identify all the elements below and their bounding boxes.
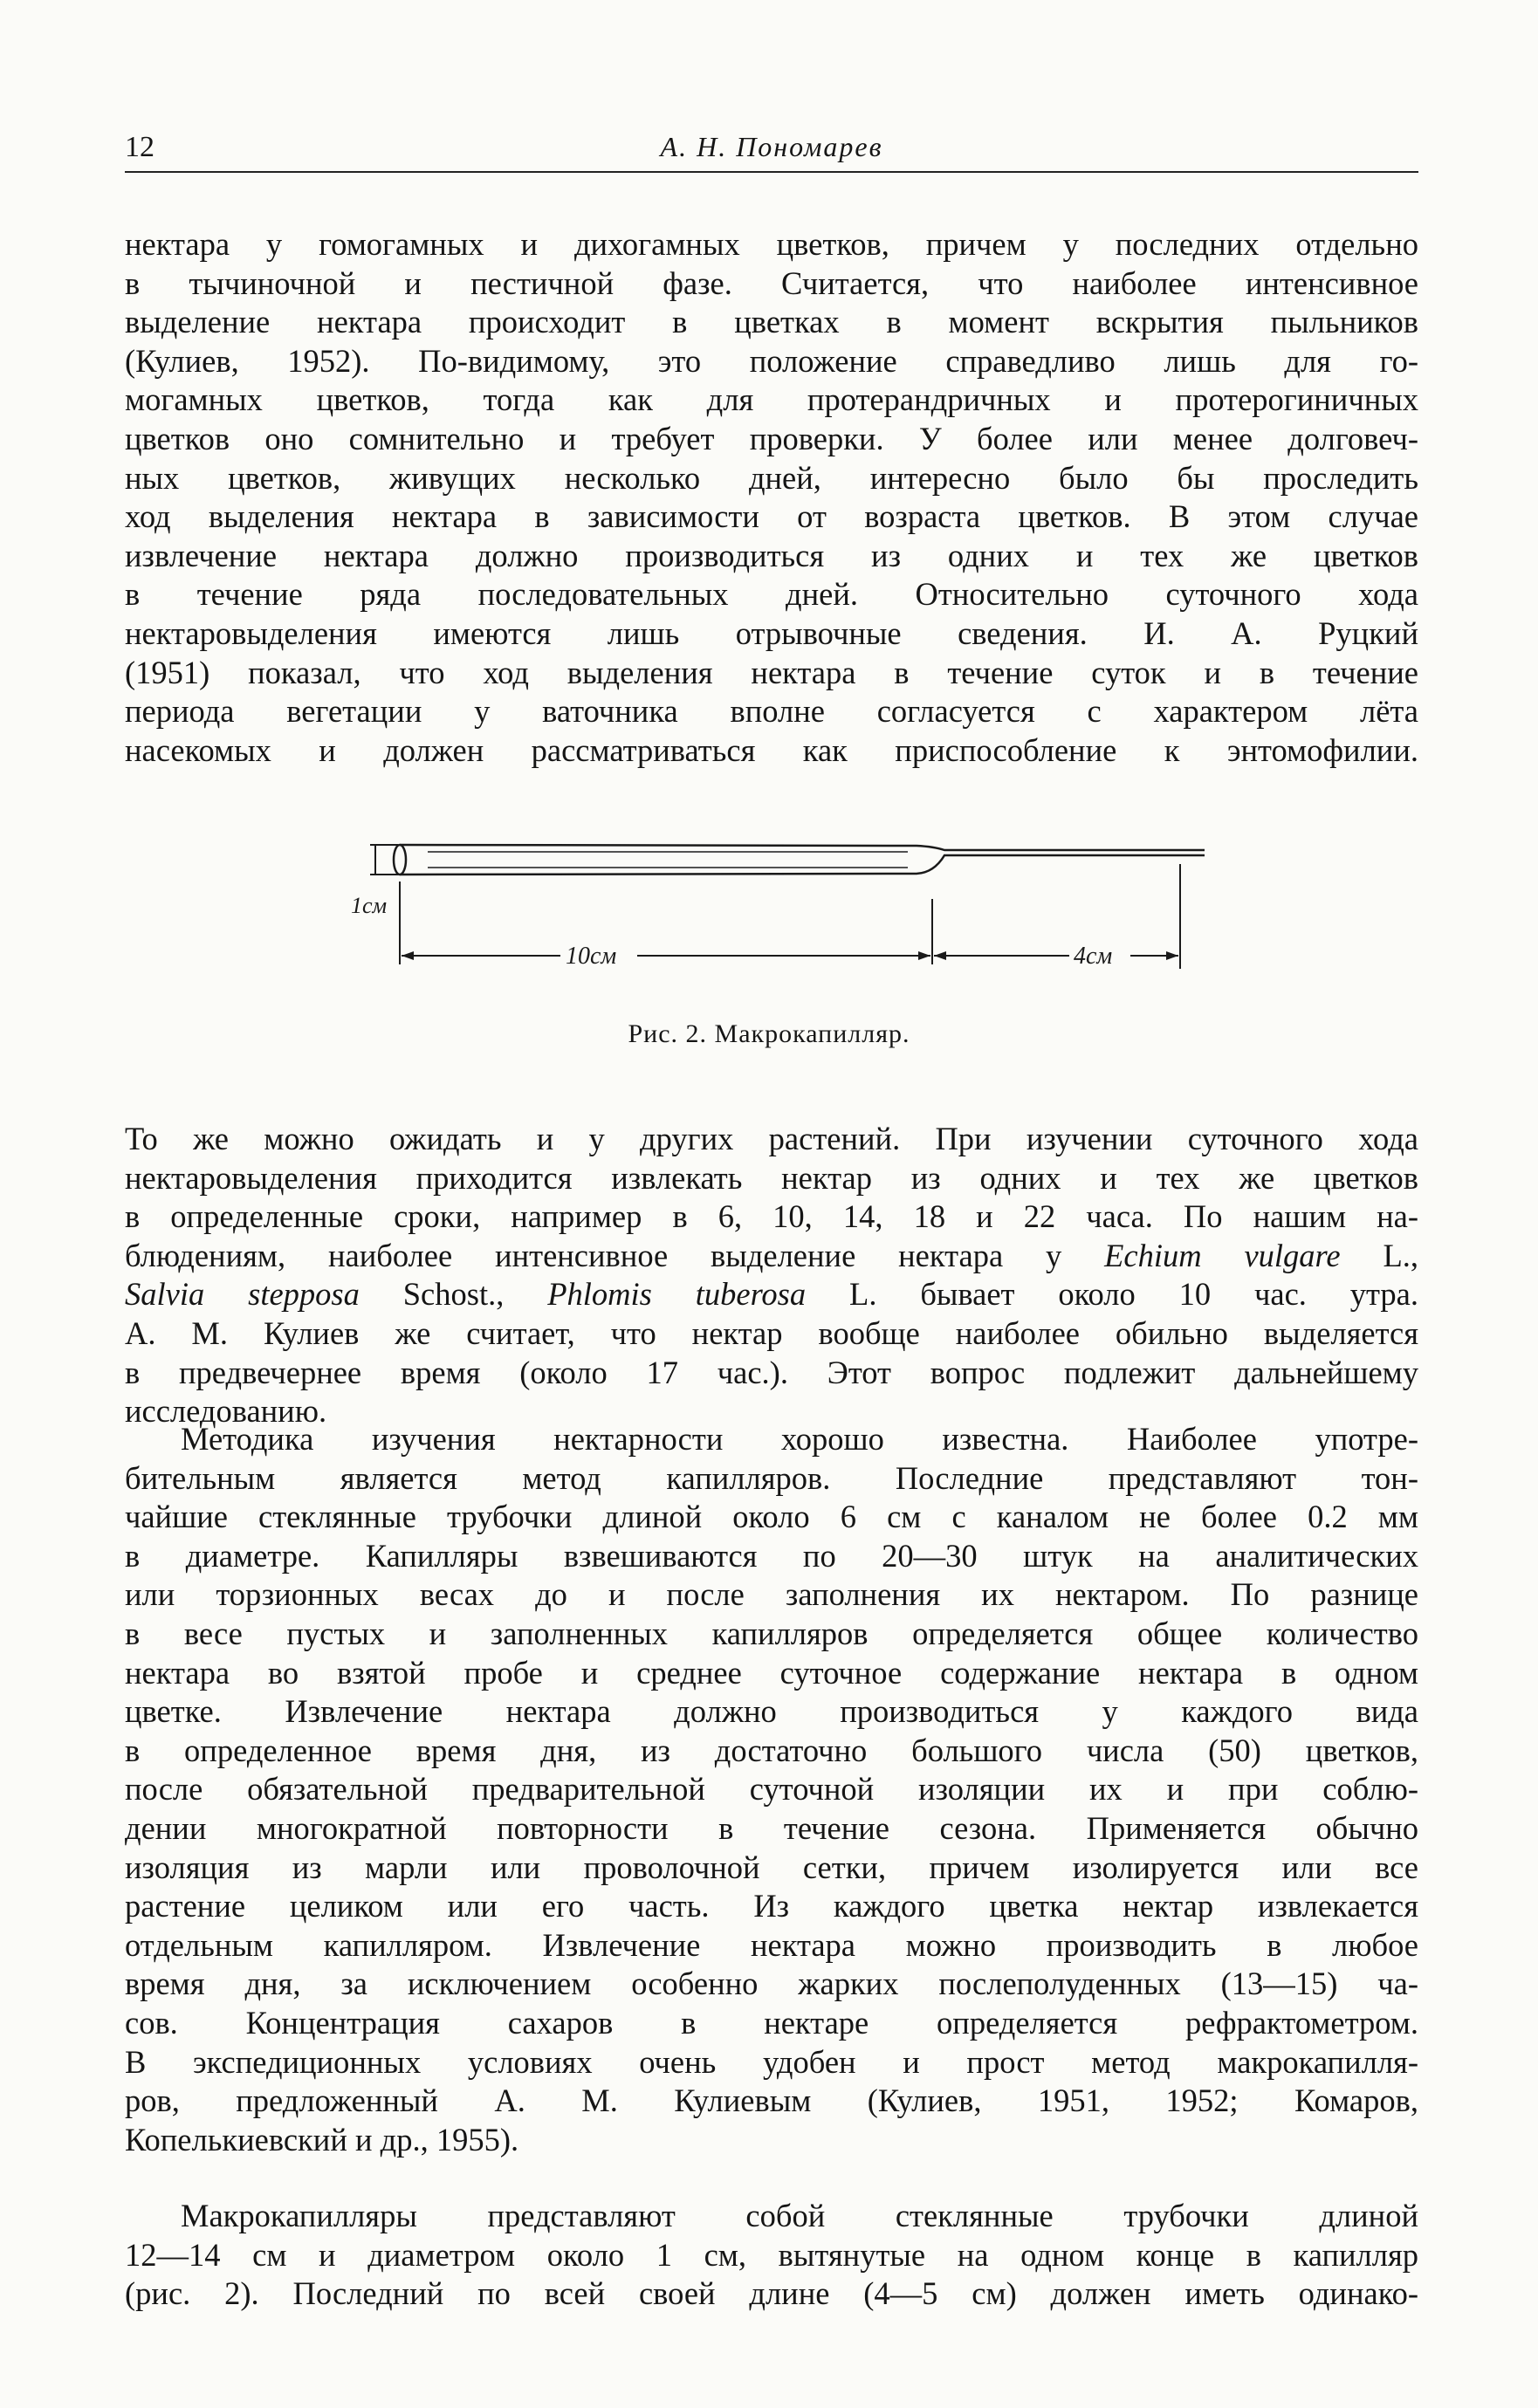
text-line: насекомых и должен рассматриваться как приспособление к энтомофилии. [125,731,1418,768]
text-line: А. М. Кулиев же считает, что нектар вообще наиболее обильно выделяется [125,1314,1418,1351]
text-line: извлечение нектара должно производиться из одних и тех же цветков [125,537,1418,573]
text-line: в тычиночной и пестичной фазе. Считается, что наиболее интенсивное [125,264,1418,301]
text-line: изоляция из марли или проволочной сетки, причем изолируется или все [125,1849,1418,1885]
text-line: блюдениям, наиболее интенсивное выделение нектара у Echium vulgare L., [125,1237,1419,1273]
text-line: исследованию. [125,1393,327,1430]
text-line: отдельным капилляром. Извлечение нектара можно производить в любое [125,1926,1418,1963]
text-line: нектара во взятой пробе и среднее суточное содержание нектара в одном [125,1654,1418,1691]
running-head: А. Н. Пономарев [660,131,883,162]
text-line: нектара у гомогамных и дихогамных цветков, причем у последних отдельно [125,226,1418,262]
text-line: время дня, за исключением особенно жарких послеполуденных (13—15) ча- [125,1966,1418,2002]
dim-tube-label: 10см [566,943,617,970]
text-line: бительным является метод капилляров. Последние представляют тон- [125,1459,1418,1496]
tube-opening [394,845,406,875]
text-line: 12—14 см и диаметром около 1 см, вытянутые на одном конце в капилляр [125,2236,1418,2273]
text-line: в определенное время дня, из достаточно большого числа (50) цветков, [125,1732,1418,1768]
text-line: или торзионных весах до и после заполнения их нектаром. По разнице [125,1576,1418,1613]
dim-capillary-label: 4см [1074,943,1113,970]
text-line: в течение ряда последовательных дней. Относительно суточного хода [125,576,1418,613]
text-line: периода вегетации у ваточника вполне согласуется с характером лёта [125,693,1418,730]
text-line: в предвечернее время (около 17 час.). Этот вопрос подлежит дальнейшему [125,1354,1418,1390]
paragraph-4 [125,2197,1418,2314]
figure-caption: Рис. 2. Макрокапилляр. [628,1019,910,1048]
tube-body-bottom [400,855,1205,875]
text-line: Макрокапилляры представляют собой стеклянные трубочки длиной [181,2198,1418,2233]
text-line: сов. Концентрация сахаров в нектаре определяется рефрактометром. [125,2004,1418,2041]
species-name: Phlomis tuberosa [547,1276,807,1313]
species-name: Salvia stepposa [125,1276,360,1313]
page-number: 12 [125,131,154,163]
text-line: В экспедиционных условиях очень удобен и прост метод макрокапилля- [125,2043,1418,2080]
text-line: чайшие стеклянные трубочки длиной около 6 см с каналом не более 0.2 мм [125,1499,1418,1535]
text-line: (1951) показал, что ход выделения нектара в течение суток и в течение [125,654,1418,690]
text-line: выделение нектара происходит в цветках в момент вскрытия пыльников [125,304,1418,340]
text-line: растение целиком или его часть. Из каждого цветка нектар извлекается [125,1888,1418,1924]
paragraph-1 [125,225,1418,770]
text-line: Salvia stepposa Schost., Phlomis tuberosa L. бывает около 10 час. утра. [125,1276,1418,1313]
text-line: могамных цветков, тогда как для протерандричных и протерогиничных [125,381,1418,418]
text-line: в весе пустых и заполненных капилляров определяется общее количество [125,1615,1418,1651]
dim-diameter-label: 1см [351,893,388,918]
text-line: цветков оно сомнительно и требует проверки. У более или менее долговеч- [125,420,1418,456]
text-line: дении многократной повторности в течение сезона. Применяется обычно [125,1809,1418,1846]
text-line: (Кулиев, 1952). По-видимому, это положение справедливо лишь для го- [125,342,1418,379]
text-line: (рис. 2). Последний по всей своей длине (4—5 см) должен иметь одинако- [125,2275,1418,2312]
text-line: ных цветков, живущих несколько дней, интересно было бы проследить [125,459,1418,496]
text-line: ход выделения нектара в зависимости от возраста цветков. В этом случае [125,498,1418,535]
text-line: цветке. Извлечение нектара должно производиться у каждого вида [125,1693,1418,1730]
paragraph-2 [125,1120,1418,1431]
paragraph-3 [125,1420,1418,2159]
text-line: ров, предложенный А. М. Кулиевым (Кулиев, 1951, 1952; Комаров, [125,2082,1418,2119]
text-line: в диаметре. Капилляры взвешиваются по 20—30 штук на аналитических [125,1537,1418,1574]
text-line: после обязательной предварительной суточной изоляции их и при соблю- [125,1771,1418,1808]
page-header [125,127,1418,173]
text-line: в определенные сроки, например в 6, 10, 14, 18 и 22 часа. По нашим на- [125,1198,1418,1235]
text-line: Методика изучения нектарности хорошо известна. Наиболее употре- [181,1421,1418,1457]
species-name: Echium vulgare [1104,1237,1341,1273]
text-line: То же можно ожидать и у других растений. При изучении суточного хода [125,1121,1418,1156]
text-line: нектаровыделения приходится извлекать нектар из одних и тех же цветков [125,1159,1418,1196]
text-line: Копелькиевский и др., 1955). [125,2121,519,2158]
text-line: нектаровыделения имеются лишь отрывочные сведения. И. А. Руцкий [125,614,1418,651]
tube-body [400,845,1205,850]
macrocapillary-figure [332,829,1205,1021]
